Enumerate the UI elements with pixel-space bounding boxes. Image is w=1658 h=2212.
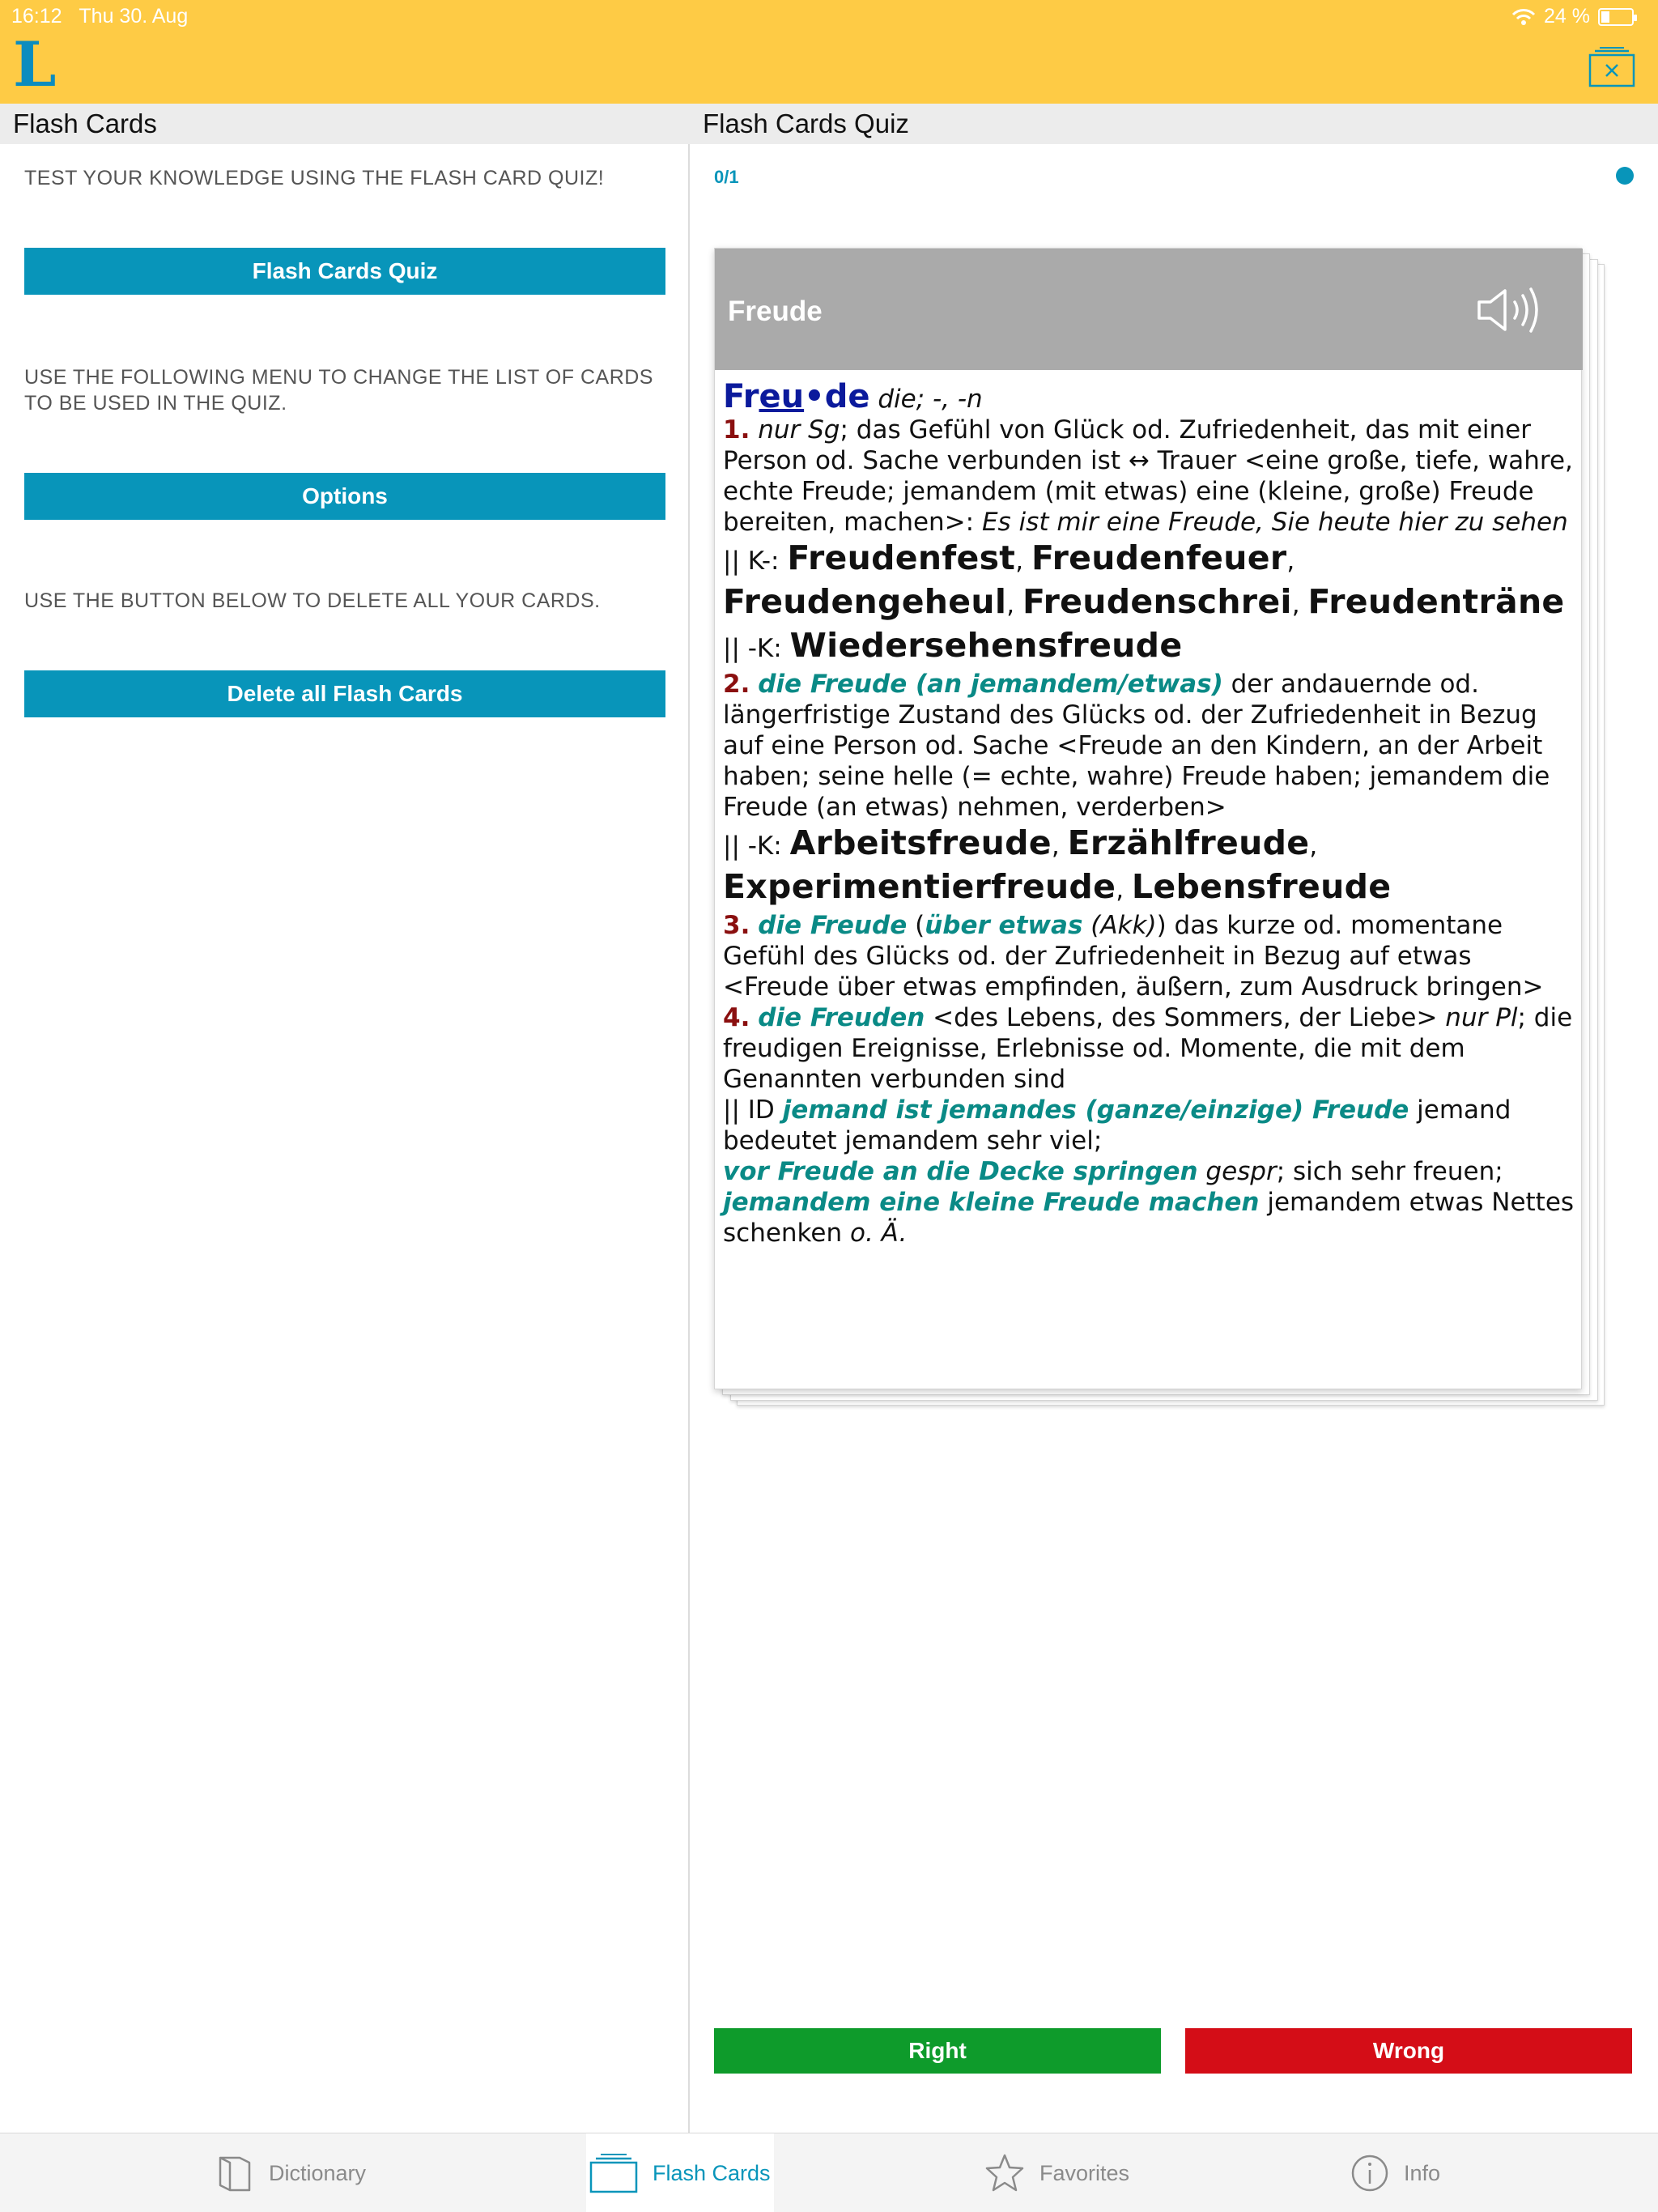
options-intro-text: USE THE FOLLOWING MENU TO CHANGE THE LIST OF CARDS TO BE USED IN THE QUIZ. — [24, 366, 653, 415]
battery-percent: 24 % — [1544, 5, 1590, 28]
info-icon — [1350, 2154, 1389, 2193]
sense-2-compounds: || -K: Arbeitsfreude, Erzählfreude, Experimentierfreude, Lebensfreude — [723, 823, 1392, 906]
sense-2: 2. die Freude (an jemandem/etwas) der andauernde od. längerfristige Zustand des Glücks od. der Zufriedenheit in Bezug auf eine Person od. Sache <Freude an den Kindern, an der Arbeit haben; seine helle (= echte, wahre) Freude haben; jemandem die Freude (an etwas) nehmen, verderben> — [723, 670, 1550, 822]
grammar-info: die; -, -n — [878, 385, 983, 414]
status-time: 16:12 Thu 30. Aug — [11, 5, 189, 28]
left-pane-title: Flash Cards — [0, 104, 690, 144]
progress-dot — [1616, 167, 1634, 185]
headword: Freu•de — [723, 378, 870, 415]
delete-intro-text: USE THE BUTTON BELOW TO DELETE ALL YOUR CARDS. — [24, 589, 601, 612]
book-icon — [217, 2153, 254, 2193]
sense-1-compounds: || K-: Freudenfest, Freudenfeuer, Freudengeheul, Freudenschrei, Freudenträne — [723, 538, 1565, 621]
battery-icon — [1598, 8, 1634, 26]
delete-all-flash-cards-button[interactable]: Delete all Flash Cards — [24, 670, 665, 717]
sense-1: 1. nur Sg; das Gefühl von Glück od. Zufriedenheit, das mit einer Person od. Sache verbunden ist ↔ Trauer <eine große, tiefe, wahre, echte Freude; jemandem (mit etwas) eine (kleine, große) Freude bereiten, machen>: Es ist mir eine Freude, Sie heute hier zu sehen — [723, 415, 1573, 537]
tab-dictionary[interactable]: Dictionary — [217, 2133, 411, 2212]
wifi-icon — [1511, 8, 1536, 26]
flash-card[interactable] — [714, 248, 1582, 1389]
right-pane-title: Flash Cards Quiz — [690, 104, 1658, 144]
options-button[interactable]: Options — [24, 473, 665, 520]
app-logo: L — [13, 28, 57, 100]
quiz-progress: 0/1 — [714, 167, 739, 187]
card-word: Freude — [728, 296, 823, 327]
star-icon — [984, 2153, 1025, 2193]
close-flashcards-icon[interactable] — [1588, 47, 1635, 87]
tab-bar — [0, 2133, 1658, 2212]
tab-favorites[interactable]: Favorites — [984, 2133, 1163, 2212]
flash-card-stack — [714, 248, 1605, 1422]
sense-1-compounds-2: || -K: Wiedersehensfreude — [723, 626, 1183, 665]
pane-divider — [688, 144, 690, 2133]
cards-icon — [589, 2153, 638, 2193]
app-header — [0, 0, 1658, 104]
status-indicators — [1511, 5, 1634, 28]
tab-info[interactable]: Info — [1350, 2133, 1464, 2212]
idioms: || ID jemand ist jemandes (ganze/einzige) Freude jemand bedeutet jemandem sehr viel; vor Freude an die Decke springen gespr; sich sehr freuen; jemandem eine kleine Freude machen jemandem etwas Nettes schenken o. Ä. — [723, 1095, 1575, 1248]
entry-headline — [723, 378, 1578, 415]
sense-3: 3. die Freude (über etwas (Akk)) das kurze od. momentane Gefühl des Glücks od. der Zufriedenheit in Bezug auf etwas <Freude über etwas empfinden, äußern, zum Ausdruck bringen> — [723, 911, 1544, 1002]
wrong-answer-button[interactable]: Wrong — [1185, 2028, 1632, 2074]
speaker-icon[interactable] — [1476, 284, 1549, 336]
quiz-intro-text: TEST YOUR KNOWLEDGE USING THE FLASH CARD QUIZ! — [24, 167, 605, 189]
tab-flash-cards[interactable]: Flash Cards — [586, 2133, 774, 2212]
sense-4: 4. die Freuden <des Lebens, des Sommers, der Liebe> nur Pl; die freudigen Ereignisse, Erlebnisse od. Momente, die mit dem Genannten verbunden sind — [723, 1003, 1573, 1094]
dictionary-entry — [723, 378, 1578, 1249]
flash-cards-quiz-button[interactable]: Flash Cards Quiz — [24, 248, 665, 295]
right-answer-button[interactable]: Right — [714, 2028, 1161, 2074]
card-header — [715, 249, 1583, 370]
